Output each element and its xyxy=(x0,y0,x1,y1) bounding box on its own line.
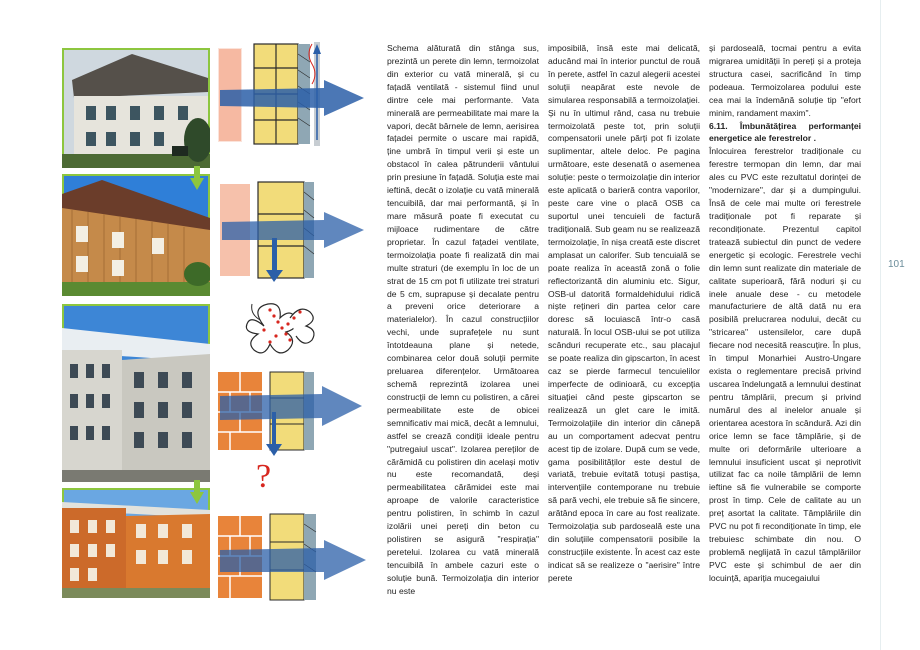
diagram-wood-wall-polystyrene xyxy=(214,178,374,290)
page-edge-line xyxy=(880,0,881,650)
text-column-3 xyxy=(709,42,861,585)
text-column-2 xyxy=(548,42,700,585)
dry-rot-fungus-icon xyxy=(214,298,374,356)
green-arrow-down-icon xyxy=(190,166,204,190)
diagram-column xyxy=(214,30,376,610)
diagram-brick-wall-polystyrene xyxy=(214,366,374,458)
paragraph: Schema alăturată din stânga sus, prezintă un perete din lemn, termoizolat din exterior cu vată minerală, și cu fațadă ventilată - sistemul fiind unul dintre cele mai performante. Vata minerală are permeabilitate mai mare la vapori, decât bârnele de lemn, aerisirea fațadei permite o uscare mai rapidă, ține umbră în timpul verii și este un obstacol în calea pătrunderii vântului prin presiune în fațadă. Soluția este mai ieftină, decât o izolație cu vată minerală tencuibilă, dar mai performantă, și în mare măsură poate fi executat cu mijloace rudimentare de către proprietar. În cazul fațadei ventilate, termoizolația poate fi realizată din mai multe straturi (de exemplu în loc de un strat de 15 cm pot fi utilizate trei straturi de 5 cm, suprapuse și decalate pentru a preveni orice deteriorare a materialelor). În cazul construcțiilor vechi, unde suprafețele nu sunt întotdeauna plane și netede, combinarea celor două soluții permite preluarea diferențelor. Următoarea schemă reprezintă izolarea unei construcții de lemn cu polistiren, a cărei permeabilitate este de obicei semnificativ mai mică, decât a lemnului, astfel se crează condiții ideale pentru "putregaiul uscat". Izolarea pereților de cărămidă cu polistiren din același motiv nu este recomandată, deși permeabilitatea cărămidei este mai aproape de valorile caracteristice pentru polistiren, în schimb în cazul izolării unei pereți din beton cu polistiren se asigură "respirația" peretelui. Izolarea cu vată minerală tencuibilă în ambele cazuri este o soluție bună. Termoizolația din interior nu este xyxy=(387,43,539,596)
diagram-brick-wall-mineral-wool xyxy=(214,506,374,606)
photo-wooden-house-insulated xyxy=(62,174,210,296)
green-arrow-down-icon xyxy=(190,480,204,504)
section-heading: 6.11. Îmbunătățirea performanței energetice ale ferestrelor . xyxy=(709,120,861,144)
text-column-1 xyxy=(387,42,539,598)
photo-wooden-house-original xyxy=(62,48,210,168)
paragraph: și pardoseală, tocmai pentru a evita migrarea umidității în pereți și a proteja structura casei, sacrificând în timp podeaua. Termoizolarea podului este cea mai la îndemână soluție tip "efort minim, randament maxim". xyxy=(709,43,861,118)
photo-column xyxy=(62,48,210,598)
photo-brick-building-insulated xyxy=(62,488,210,598)
page-number: 101 xyxy=(888,259,905,270)
question-mark-label: ? xyxy=(256,458,272,495)
paragraph: imposibilă, însă este mai delicată, aducând mai în interior punctul de rouă în perete, astfel în cazul alegerii acestei soluții neapărat este nevole de simularea responsabilă a termoizolației. Și nu în ultimul rând, casa nu trebuie termoizolată peste tot, prin soluții compensatorii unele părți pot fi izolate suplimentar, altele deloc. Pe pagina următoare, este desenată o asemenea soluție: peste o termoizolație din interior este aplicată o barieră contra vaporilor, peste care vine o placă OSB ca suportul unei tencuieli de factură tradițională. Sub geam nu se realizează termoizolație, în nișa creată este discret amplasat un calorifer. Sub tencuială se poate realiza în această zonă o folie reflectorizantă din aluminiu etc. Sigur, OSB-ul datorită formaldehidului ridică niște rețineri din partea celor care doresc să locuiască într-o casă naturală. În locul OSB-ului se pot utiliza scânduri recuperate etc., sau placajul se poate realiza din gipscarton, în acest caz se pierde farmecul tencuielilor imperfecte de odinioară, cu excepția situației când peste gipscarton se realizează un glet care le imită. Termoizolațiile din interior din cânepă au un comportament adecvat pentru acest tip de izolare. După cum se vede, gama posibilităților este destul de variată, trebuie evitată totuși pastișa, intervențiile contemporane nu trebuie să pară vechi, ele trebuie să fie sincere, arătând epoca în care au fost realizate. Termoizolația sub pardoseală este una din soluțiile compensatorii posibile la construcțiile existente. În acest caz este indicat să se realizeze o "aerisire" între perete xyxy=(548,43,700,583)
paragraph: Înlocuirea ferestrelor tradiționale cu ferestre termopan din lemn, dar mai ales cu PVC este rezultatul dorinței de "modernizare", dar și a dumpingului. Însă de cele mai multe ori ferestrele tradiționale pot fi reparate și recondiționate. Prezentul capitol tratează subiectul din punct de vedere energetic și ecologic. Ferestrele vechi din lemn sunt realizate din materiale de calitate superioară, fără noduri și cu inele anuale dese - cu metodele manufacturiere de altă dată nu era posibilă prelucrarea nodului, decât cu "stricarea" ustensilelor, care după fiecare nod necesită reascuțire. În plus, în timpul Monarhiei Austro-Ungare exista o reglementare precisă privind uscarea îndelungată a lemnului destinat pentru tâmplării, precum și privind numărul des al inelelor anuale și orientarea acestora în scândură. Azi din orice lemn se face tâmplărie, și de multe ori deformările ulterioare a lemnului insuficient uscat și neprotivit utilizat fac ca noile tâmplării de lemn ieftine să fie vulnerabile se comporte prost în timp. Cele de calitate au un preț asortat la calitate. Tâmplăriile din PVC nu pot fi recondiționate în timp, ele trebuiesc schimbate din nou. O problemă neglijată în cazul tâmplăriilor PVC este și schimbul de aer din locuință, apariția mucegaiului xyxy=(709,146,861,583)
diagram-ventilated-facade xyxy=(214,40,374,150)
photo-brick-building-original xyxy=(62,304,210,482)
